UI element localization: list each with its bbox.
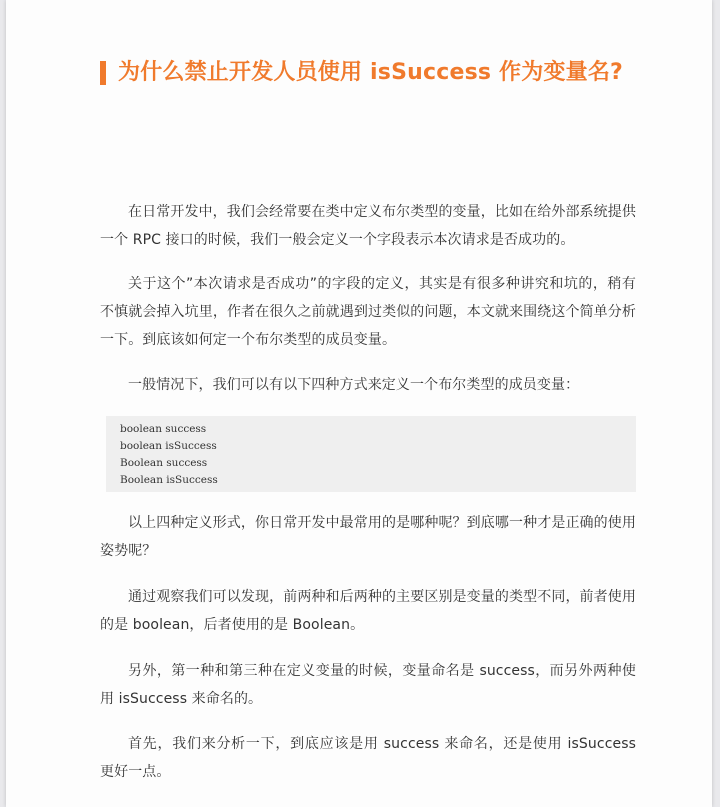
code-line: boolean success xyxy=(120,423,207,435)
code-line: boolean isSuccess xyxy=(120,440,217,452)
article-heading xyxy=(100,58,700,88)
paragraph-intro: 在日常开发中，我们会经常要在类中定义布尔类型的变量，比如在给外部系统提供一个 RPC 接口的时候，我们一般会定义一个字段表示本次请求是否成功的。 xyxy=(100,204,636,248)
paragraph-question: 以上四种定义形式，你日常开发中最常用的是哪种呢？到底哪一种才是正确的使用姿势呢？ xyxy=(100,515,636,559)
code-block xyxy=(106,416,636,492)
code-line: Boolean isSuccess xyxy=(120,474,218,486)
code-line: Boolean success xyxy=(120,457,208,469)
document-page xyxy=(6,0,712,807)
heading-accent-bar xyxy=(100,61,106,85)
paragraph-naming-difference: 另外，第一种和第三种在定义变量的时候，变量命名是 success，而另外两种使用 isSuccess 来命名的。 xyxy=(100,663,636,707)
article-title: 为什么禁止开发人员使用 isSuccess 作为变量名? xyxy=(118,60,624,85)
paragraph-background: 关于这个”本次请求是否成功”的字段的定义，其实是有很多种讲究和坑的，稍有不慎就会掉入坑里，作者在很久之前就遇到过类似的问题，本文就来围绕这个简单分析一下。到底该如何定一个布尔类型的成员变量。 xyxy=(100,276,636,348)
paragraph-type-difference: 通过观察我们可以发现，前两种和后两种的主要区别是变量的类型不同，前者使用的是 boolean，后者使用的是 Boolean。 xyxy=(100,589,636,633)
paragraph-analysis: 首先，我们来分析一下，到底应该是用 success 来命名，还是使用 isSuccess 更好一点。 xyxy=(100,736,636,780)
paragraph-four-ways: 一般情况下，我们可以有以下四种方式来定义一个布尔类型的成员变量： xyxy=(128,377,580,393)
